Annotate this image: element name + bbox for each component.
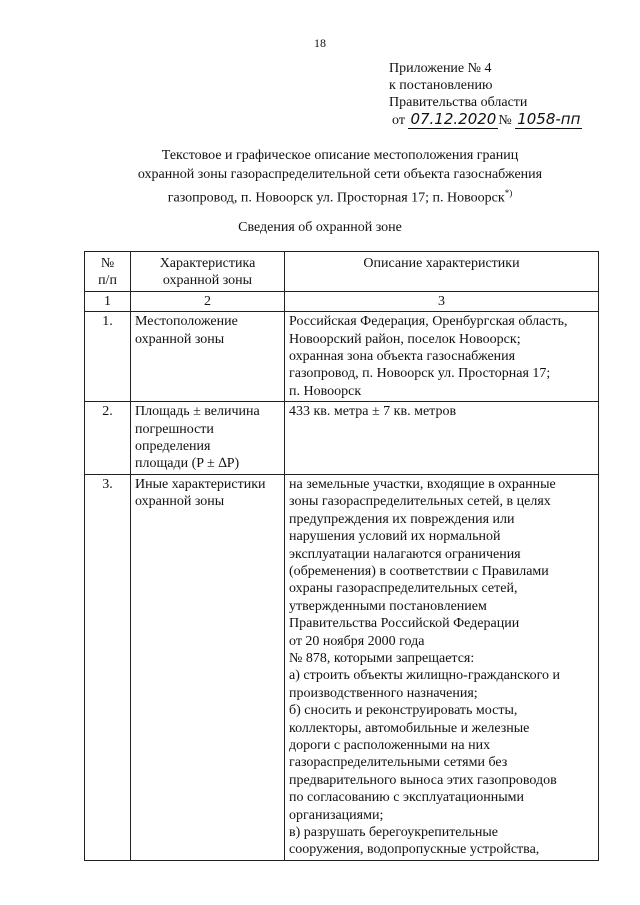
column-index-2: 2 [131, 291, 285, 311]
from-label: от [392, 113, 405, 128]
description-line: в) разрушать берегоукрепительные [289, 825, 499, 840]
description-line: утвержденными постановлением [289, 598, 487, 614]
row-characteristic [131, 312, 285, 402]
column-index-row [85, 291, 599, 311]
page-number: 18 [314, 36, 326, 50]
appendix-line-2: к постановлению [389, 78, 493, 93]
description-line: п. Новоорск [289, 383, 362, 399]
row-description [285, 474, 599, 860]
header-number [85, 252, 131, 292]
row-description [285, 402, 599, 475]
description-line: газопровод, п. Новоорск ул. Просторная 17; [289, 366, 551, 382]
row-number: 2. [85, 402, 131, 475]
appendix-date-number-line [392, 111, 629, 129]
characteristic-line: охранной зоны [135, 494, 225, 510]
appendix-block [389, 60, 629, 129]
handwritten-date: 07.12.2020 [410, 110, 497, 128]
row-number: 3. [85, 474, 131, 860]
characteristic-line: погрешности [135, 421, 214, 437]
description-line: Российская Федерация, Оренбургская область, [289, 314, 568, 330]
document-heading [70, 146, 610, 208]
characteristic-line: Иные характеристики [135, 476, 266, 492]
characteristic-line: Площадь ± величина [135, 404, 260, 420]
description-line: а) строить объекты жилищно-гражданского и [289, 668, 560, 684]
description-line: производственного назначения; [289, 685, 478, 701]
heading-line-3 [70, 184, 610, 208]
description-line: б) сносить и реконструировать мосты, [289, 703, 518, 719]
table-header-row [85, 252, 599, 292]
description-line: предупреждения их повреждения или [289, 511, 515, 527]
description-line: нарушения условий их нормальной [289, 529, 501, 545]
description-line: от 20 ноября 2000 года [289, 633, 425, 649]
heading-line-3-text: газопровод, п. Новоорск ул. Просторная 17; п. Новоорск [167, 190, 505, 206]
description-line: эксплуатации налагаются ограничения [289, 546, 521, 562]
heading-line-1: Текстовое и графическое описание местоположения границ [161, 148, 519, 163]
characteristic-line: Местоположение [135, 314, 238, 330]
appendix-title: Приложение № 4 [389, 61, 492, 76]
header-characteristic [131, 252, 285, 292]
characteristic-line: площади (P ± ∆P) [135, 456, 240, 472]
description-line: Правительства Российской Федерации [289, 616, 520, 632]
header-number-line-1: № [100, 256, 115, 271]
description-line: организациями; [289, 807, 384, 823]
description-line: дороги с расположенными на них [289, 737, 491, 753]
protection-zone-table [84, 251, 599, 861]
number-label: № [498, 113, 512, 128]
header-description: Описание характеристики [285, 252, 599, 292]
row-number: 1. [85, 312, 131, 402]
footnote-mark: *) [504, 188, 513, 198]
description-line: газораспределительными сетями без [289, 755, 508, 771]
description-line: по согласованию с эксплуатационными [289, 790, 524, 806]
description-line: зоны газораспределительных сетей, в целях [289, 494, 551, 510]
table-row [85, 402, 599, 475]
description-line: на земельные участки, входящие в охранные [289, 476, 556, 492]
row-characteristic [131, 402, 285, 475]
header-characteristic-line-1: Характеристика [159, 256, 256, 271]
column-index-3: 3 [285, 291, 599, 311]
table-row [85, 474, 599, 860]
appendix-line-3: Правительства области [389, 95, 528, 110]
characteristic-line: определения [135, 439, 211, 455]
description-line: (обременения) в соответствии с Правилами [289, 563, 549, 579]
row-description [285, 312, 599, 402]
table-row [85, 312, 599, 402]
description-line: сооружения, водопропускные устройства, [289, 842, 540, 858]
description-line: предварительного выноса этих газопроводов [289, 772, 557, 788]
description-line: № 878, которыми запрещается: [289, 650, 475, 666]
heading-line-2: охранной зоны газораспределительной сети объекта газоснабжения [137, 167, 543, 182]
handwritten-number: 1058-пп [517, 110, 581, 128]
header-number-line-2: п/п [98, 273, 117, 289]
description-line: коллекторы, автомобильные и железные [289, 720, 530, 736]
row-characteristic [131, 474, 285, 860]
description-line: охраны газораспределительных сетей, [289, 581, 518, 597]
section-title: Сведения об охранной зоне [238, 220, 402, 235]
header-characteristic-line-2: охранной зоны [162, 273, 253, 289]
description-line: 433 кв. метра ± 7 кв. метров [289, 404, 457, 420]
description-line: Новоорский район, поселок Новоорск; [289, 331, 521, 347]
characteristic-line: охранной зоны [135, 331, 225, 347]
description-line: охранная зона объекта газоснабжения [289, 349, 516, 365]
column-index-1: 1 [85, 291, 131, 311]
